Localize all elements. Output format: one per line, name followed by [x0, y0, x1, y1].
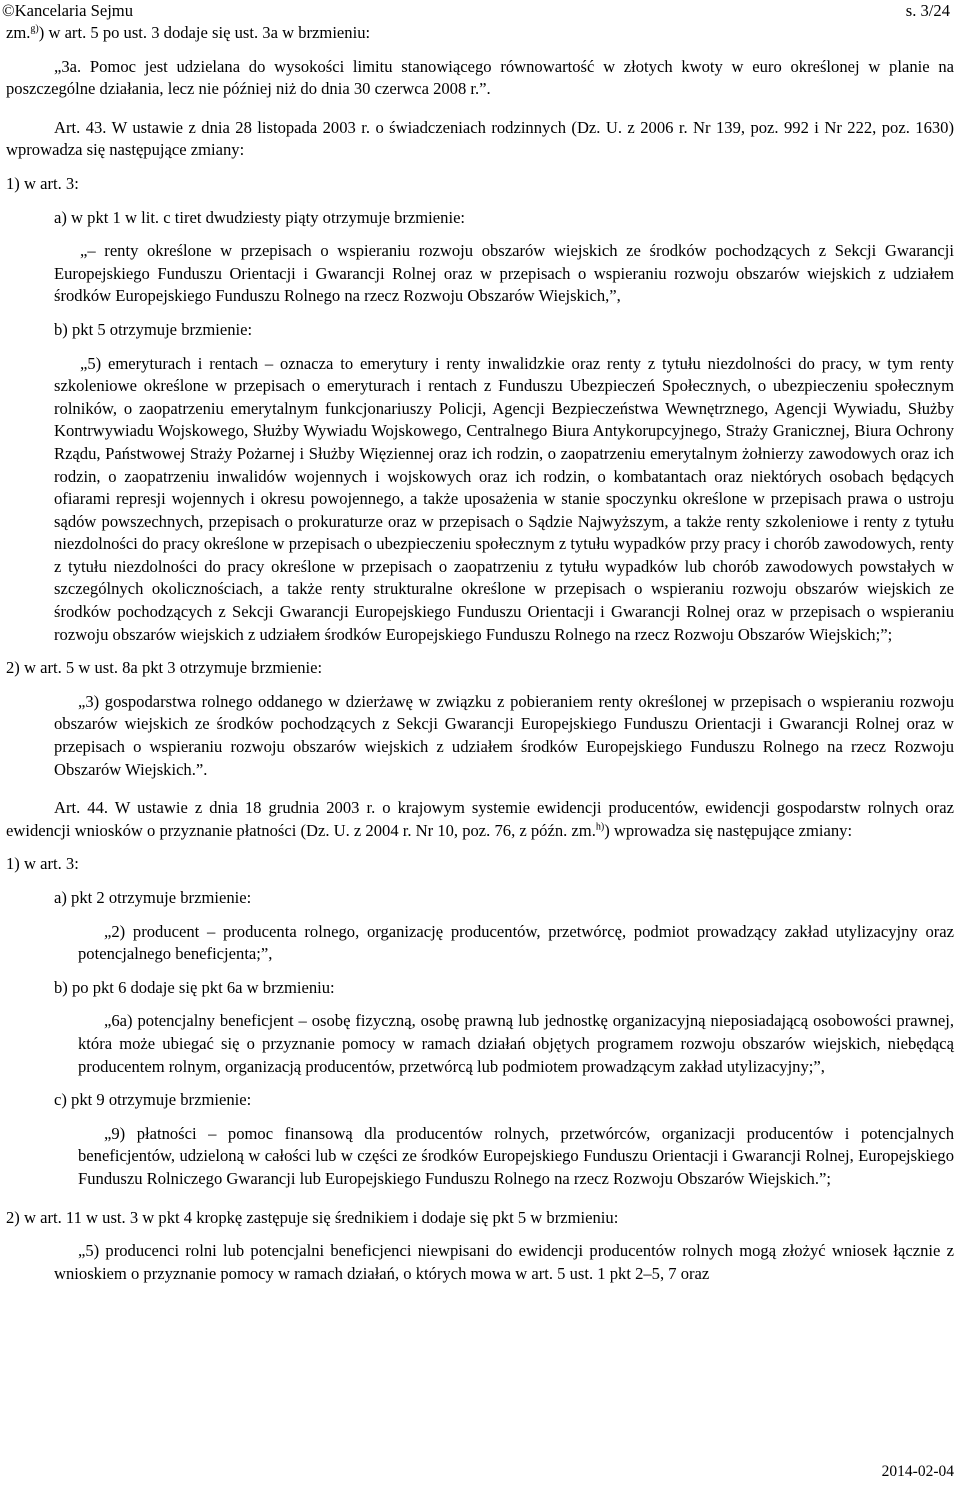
article-43: Art. 43. W ustawie z dnia 28 listopada 2003 r. o świadczeniach rodzinnych (Dz. U. z 2006 r. Nr 139, poz. 992 i Nr 222, poz. 1630) wprowadza się następujące zmiany:: [6, 117, 954, 160]
header-publisher: ©Kancelaria Sejmu: [2, 1, 134, 20]
quoted-point-2: „2) producent – producenta rolnego, organizację producentów, przetwórcę, podmiot prowadzący zakład utylizacyjny oraz potencjalnego beneficjenta;”,: [78, 921, 954, 964]
quoted-tiret: „– renty określone w przepisach o wspieraniu rozwoju obszarów wiejskich ze środków pochodzących z Sekcji Gwarancji Europejskiego Funduszu Orientacji i Gwarancji Rolnej oraz w przepisach o wspieraniu rozwoju obszarów wiejskich z udziałem środków Europejskiego Funduszu Rolnego na rzecz Rozwoju Obszarów Wiejskich,”,: [54, 241, 954, 306]
point-2-art11: 2) w art. 11 w ust. 3 w pkt 4 kropkę zastępuje się średnikiem i dodaje się pkt 5 w brzmieniu:: [6, 1207, 619, 1227]
footer-date: 2014-02-04: [881, 1463, 954, 1481]
point-1-art3-b: 1) w art. 3:: [6, 854, 79, 874]
letter-a: a) w pkt 1 w lit. c tiret dwudziesty piąty otrzymuje brzmienie:: [54, 207, 466, 227]
quoted-point-3: „3) gospodarstwa rolnego oddanego w dzierżawę w związku z pobieraniem renty określonej w przepisach o wspieraniu rozwoju obszarów wiejskich ze środków pochodzących z Sekcji Gwarancji Europejskiego Funduszu Orientacji i Gwarancji Rolnej oraz w przepisach o wspieraniu rozwoju obszarów wiejskich z udziałem środków Europejskiego Funduszu Rolnego na rzecz Rozwoju Obszarów Wiejskich.”.: [54, 691, 954, 779]
letter-a-pkt2: a) pkt 2 otrzymuje brzmienie:: [54, 888, 252, 907]
point-1-art3: 1) w art. 3:: [6, 173, 79, 193]
paragraph-amendment-intro: zm.$^{g)}$) w art. 5 po ust. 3 dodaje się ust. 3a w brzmieniu:: [6, 23, 371, 42]
letter-b-pkt6a: b) po pkt 6 dodaje się pkt 6a w brzmieniu:: [54, 977, 335, 997]
quoted-point-5b: „5) producenci rolni lub potencjalni beneficjenci niewpisani do ewidencji producentów rolnych mogą złożyć wniosek łącznie z wnioskiem o przyznanie pomocy w ramach działań, o których mowa w art. 5 ust. 1 pkt 2–5, 7 oraz: [54, 1241, 954, 1283]
article-44: Art. 44. W ustawie z dnia 18 grudnia 2003 r. o krajowym systemie ewidencji producentów, ewidencji gospodarstw rolnych oraz ewidencji wniosków o przyznanie płatności (Dz. U. z 2004 r. Nr 10, poz. 76, z późn. zm.$^{h)}$) wprowadza się następujące zmiany:: [6, 798, 954, 840]
document-body: [6, 22, 954, 1285]
quoted-point-6a: „6a) potencjalny beneficjent – osobę fizyczną, osobę prawną lub jednostkę organizacyjną nieposiadającą osobowości prawnej, która może ubiegać się o przyznanie pomocy w ramach działań objętych programem rozwoju obszarów wiejskich, niebędącą producentem rolnym, organizacją producentów, przetwórcą lub podmiotem prowadzącym zakład utylizacyjny;”,: [78, 1011, 954, 1076]
page-header: [2, 0, 950, 22]
point-2-art5: 2) w art. 5 w ust. 8a pkt 3 otrzymuje brzmienie:: [6, 658, 323, 678]
quoted-point-5: „5) emeryturach i rentach – oznacza to emerytury i renty inwalidzkie oraz renty z tytułu niezdolności do pracy, w tym renty szkoleniowe określone w przepisach o emeryturach i rentach z Funduszu Ubezpieczeń Społecznych, o ubezpieczeniu społecznym rolników, o zaopatrzeniu emerytalnym funkcjonariuszy Policji, Agencji Bezpieczeństwa Wewnętrznego, Agencji Wywiadu, Służby Kontrwywiadu Wojskowego, Służby Wywiadu Wojskowego, Centralnego Biura Antykorupcyjnego, Straży Granicznej, Biura Ochrony Rządu, Państwowej Straży Pożarnej i Służby Więziennej oraz ich rodzin, o zaopatrzeniu emerytalnym żołnierzy zawodowych oraz ich rodzin, o zaopatrzeniu inwalidów wojennych i wojskowych oraz ich rodzin, o kombatantach oraz niektórych osobach będących ofiarami represji wojennych i okresu powojennego, a także uposażenia w stanie spoczynku określone w przepisach prawa o ustroju sądów powszechnych, przepisach o prokuraturze oraz w przepisach o Sądzie Najwyższym, a także renty szkoleniowe i renty z tytułu niezdolności do pracy określone w przepisach o ubezpieczeniu społecznym z tytułu wypadków przy pracy i chorób zawodowych, renty z tytułu niezdolności do pracy określone w przepisach o zaopatrzeniu z tytułu wypadków lub chorób zawodowych powstałych w szczególnych okolicznościach, a także renty strukturalne określone w przepisach o wspieraniu rozwoju obszarów wiejskich ze środków pochodzących z Sekcji Gwarancji Europejskiego Funduszu Orientacji i Gwarancji Rolnej oraz w przepisach o wspieraniu rozwoju obszarów wiejskich z udziałem środków Europejskiego Funduszu Rolnego na rzecz Rozwoju Obszarów Wiejskich;”;: [54, 353, 954, 644]
footnote-ref-g: g): [30, 23, 39, 35]
letter-c-pkt9: c) pkt 9 otrzymuje brzmienie:: [54, 1090, 252, 1110]
quoted-provision-3a: „3a. Pomoc jest udzielana do wysokości limitu stanowiącego równowartość w złotych kwoty w euro określonej w planie na poszczególne działania, lecz nie później niż do dnia 30 czerwca 2008 r.”.: [6, 56, 954, 99]
letter-b: b) pkt 5 otrzymuje brzmienie:: [54, 319, 253, 339]
header-page-number: s. 3/24: [905, 1, 950, 20]
footnote-ref-h: h): [595, 821, 605, 833]
quoted-point-9: „9) płatności – pomoc finansową dla producentów rolnych, przetwórców, organizacji producentów i potencjalnych beneficjentów, udzieloną w całości lub w części ze środków Europejskiego Funduszu Orientacji i Gwarancji Rolnej, Europejskiego Funduszu Rolniczego Gwarancji lub Europejskiego Funduszu Rolnego na rzecz Rozwoju Obszarów Wiejskich.”;: [78, 1123, 954, 1188]
